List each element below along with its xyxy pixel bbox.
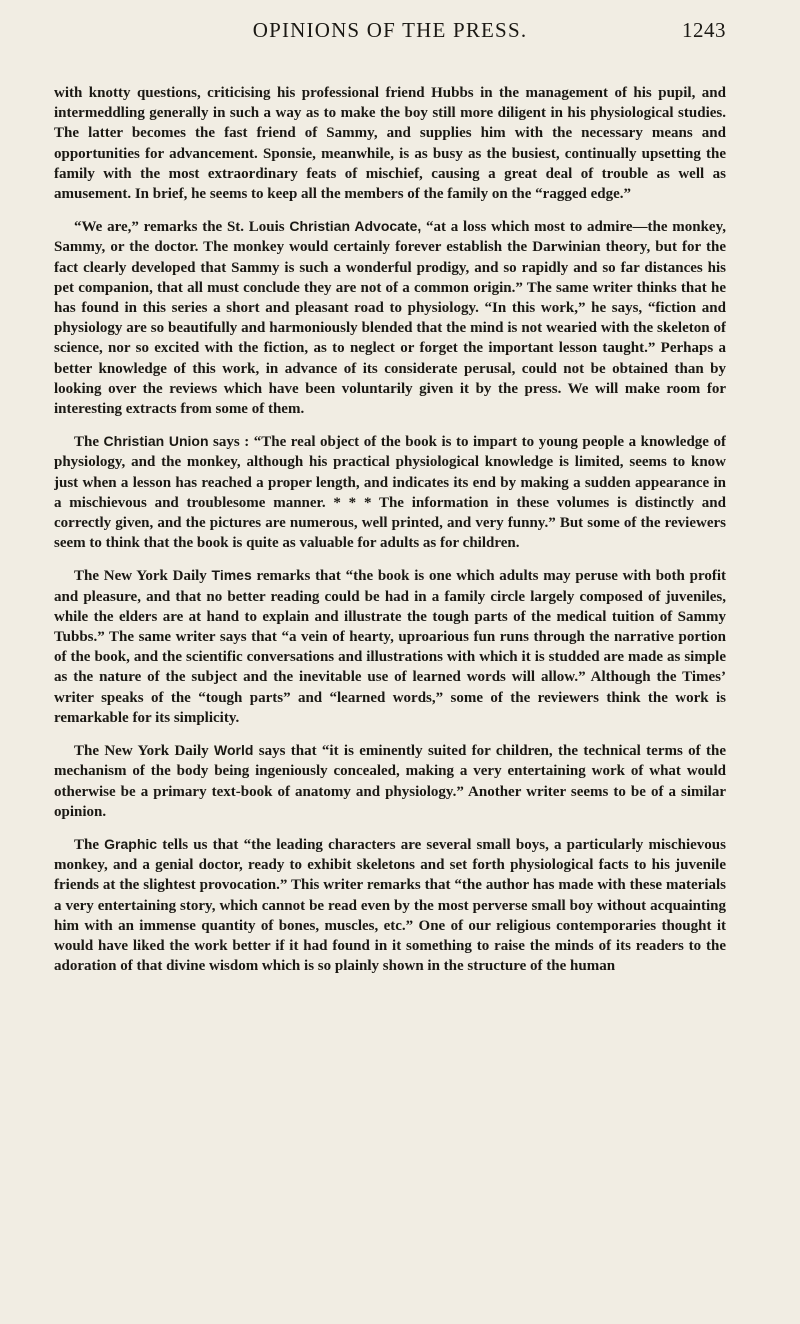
publication-name: World <box>213 742 254 759</box>
paragraph <box>54 565 726 728</box>
paragraph-lead: The <box>74 434 104 451</box>
paragraph-text: tells us that “the leading characters are several small boys, a particularly mischievous monkey, and a genial doctor, ready to exhibit skeletons and set forth physiological facts to his juvenile friends at the slightest provocation.” This writer remarks that “the author has made with these materials a very entertaining story, which cannot be read even by the most perverse small boy without acquainting him with an immense quantity of bones, muscles, etc.” One of our religious contemporaries thought it would have liked the work better if it had found in it something to raise the minds of its readers to the adoration of that divine wisdom which is so plainly shown in the structure of the human <box>54 836 726 975</box>
publication-name: Christian Union <box>103 433 209 450</box>
paragraph <box>54 216 726 419</box>
paragraph-text: with knotty questions, criticising his professional friend Hubbs in the management of his pupil, and intermeddling generally in such a way as to make the boy still more diligent in his physiological studies. The latter becomes the fast friend of Sammy, and supplies him with the necessary means and opportunities for advancement. Sponsie, meanwhile, is as busy as the busiest, continually upsetting the family with the most extraordinary feats of mischief, causing a great deal of trouble as well as amusement. In brief, he seems to keep all the members of the family on the “ragged edge.” <box>54 85 726 203</box>
paragraph <box>54 834 726 976</box>
paragraph-text: “at a loss which most to admire—the monkey, Sammy, or the doctor. The monkey would certainly forever establish the Darwinian theory, but for the fact clearly developed that Sammy is such a wonderful prodigy, and so rapidly and so far distances his pet companion, that all must conclude they are not of a common origin.” The same writer thinks that he has found in this series a short and pleasant road to physiology. “In this work,” he says, “fiction and physiology are so beautifully and harmoniously blended that the mind is not wearied with the skeleton of science, nor so excited with the fiction, as to neglect or forget the important lesson taught.” Perhaps a better knowledge of this work, in advance of its considerate perusal, could not be obtained than by looking over the reviews which have been voluntarily given it by the press. We will make room for interesting extracts from some of them. <box>54 219 726 418</box>
body-text <box>54 83 726 976</box>
running-title: OPINIONS OF THE PRESS. <box>252 18 528 42</box>
paragraph-lead: The New York Daily <box>74 743 214 760</box>
page-number: 1243 <box>682 18 726 42</box>
paragraph-lead: The New York Daily <box>74 568 212 585</box>
publication-name: Graphic <box>104 835 158 852</box>
publication-name: Times <box>211 567 252 584</box>
paragraph-text: says that “it is eminently suited for children, the technical terms of the mechanism of the body being ingeniously concealed, making a very entertaining work of what would otherwise be a primary text-book of anatomy and physiology.” Another writer seems to be of a similar opinion. <box>54 743 726 820</box>
paragraph-text: remarks that “the book is one which adults may peruse with both profit and pleasure, and that no better reading could be had in a family circle largely composed of juveniles, while the elders are at hand to explain and illustrate the tough parts of the medical tuition of Sammy Tubbs.” The same writer says that “a vein of hearty, uproarious fun runs through the narrative portion of the book, and the scientific conversations and illustrations with which it is studded are made as simple as the nature of the subject and the inevitable use of learned words will allow.” Although the Times’ writer speaks of the “tough parts” and “learned words,” some of the reviewers think the work is remarkable for its simplicity. <box>54 568 726 726</box>
paragraph-text: says : “The real object of the book is to impart to young people a knowledge of physiology, and the monkey, although his practical physiological knowledge is limited, seems to know just when a lesson has reached a proper length, and indicates its end by making a sudden appearance in a mischievous and troublesome manner. * * * The information in these volumes is distinctly and correctly given, and the pictures are numerous, well printed, and very funny.” But some of the reviewers seem to think that the book is quite as valuable for adults as for children. <box>54 434 726 552</box>
publication-name: Christian Advocate, <box>289 218 422 235</box>
book-page <box>54 18 726 1308</box>
paragraph <box>54 83 726 204</box>
paragraph-lead: “We are,” remarks the St. Louis <box>74 219 290 236</box>
paragraph <box>54 431 726 553</box>
paragraph <box>54 740 726 822</box>
running-head <box>54 18 726 54</box>
paragraph-lead: The <box>74 836 105 853</box>
